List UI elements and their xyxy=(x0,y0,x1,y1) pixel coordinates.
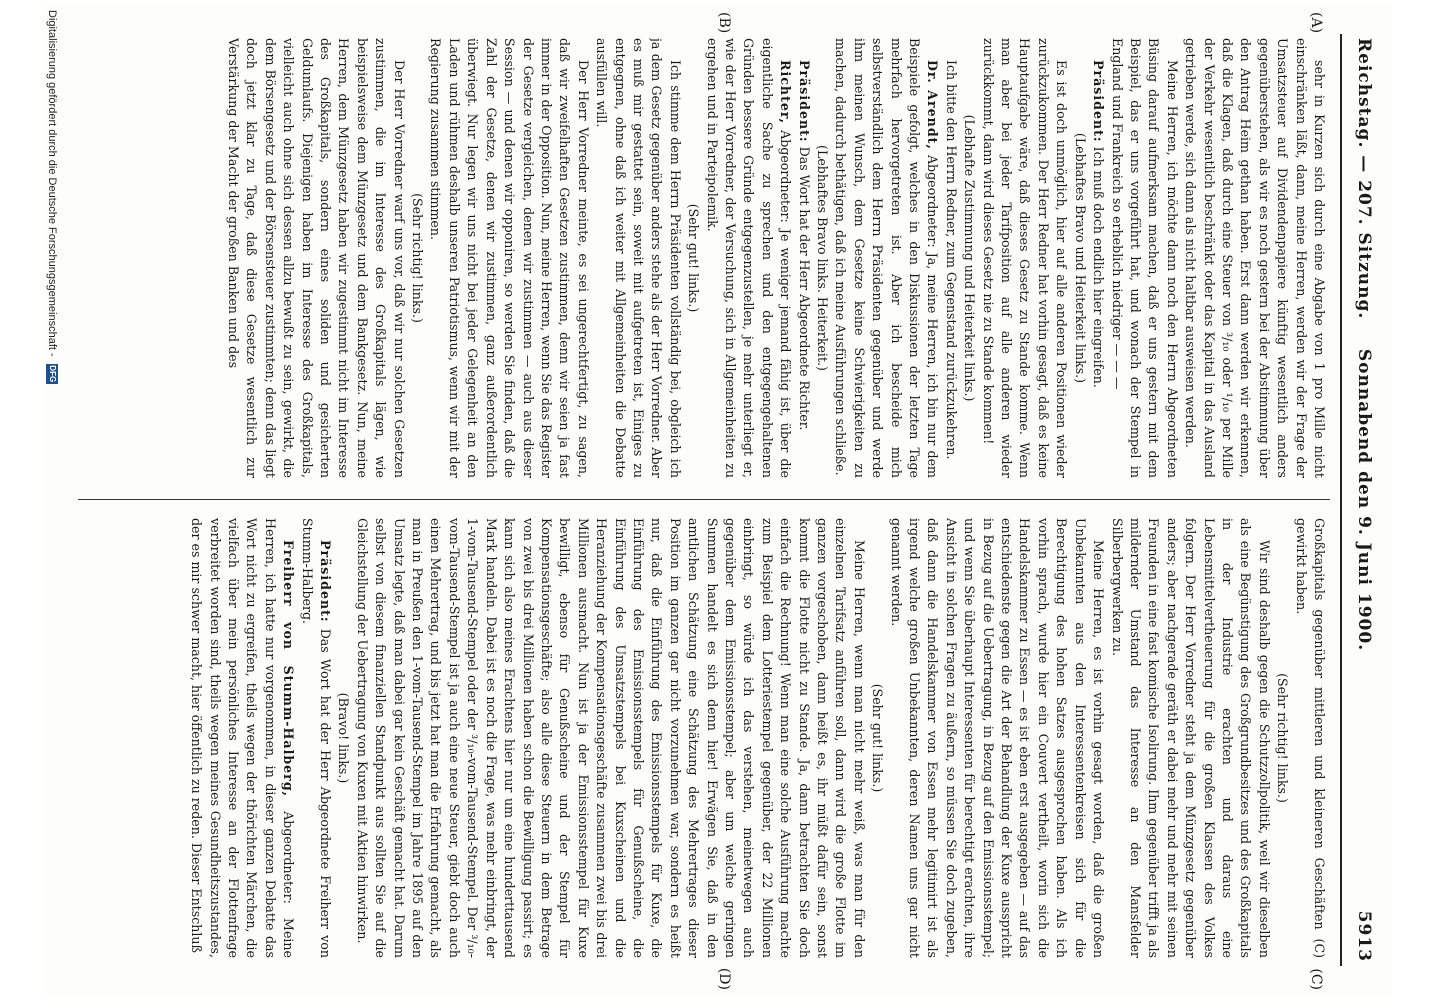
speech-text: Abgeordneter: Je weniger jemand fähig ist, über die eigentliche Sache zu sprechen und den entgegengehaltenen Gründen bessere Gründe entgegenzustellen, je mehr unterliegt er, wie der Herr Vorredner, der Versuchung, sich in Allgemeinheiten zu ergehen und in Parteipolemik. xyxy=(704,38,794,478)
body-paragraph: Der Herr Vorredner warf uns vor, daß wir nur solchen Gesetzen zustimmen, die im Interesse des Großkapitals lägen, wie beispielsweise dem Münzgesetz und dem Bankgesetz. Nun, meine Herren, dem Münzgesetz haben wir zugestimmt nicht im Interesse des Großkapitals, sondern eines soliden und gesicherten Geldumlaufs. Diejenigen haben im Interesse des Großkapitals, vielleicht auch ohne sich dessen allzu bewußt zu sein, gewirkt, die dem Börsengesetz und der Börsensteuer zustimmten; denn das liegt doch jetzt klar zu Tage, daß diese Gesetze wesentlich zur Verstärkung der Macht der großen Banken und des xyxy=(226,38,407,478)
body-paragraph: Ich stimme dem Herrn Präsidenten vollständig bei, obgleich ich ja dem Gesetz gegenüber anders stehe als der Herr Vorredner. Aber es muß mir gestattet sein, soweit mit aufgetreten ist, Einiges zu entgegnen, ohne daß ich weiter mit Allgemeinheiten die Debatte ausfüllen will. xyxy=(594,38,683,478)
interjection: (Sehr richtig! links.) xyxy=(1275,673,1291,803)
scanned-page xyxy=(42,4,1392,996)
speech-paragraph xyxy=(831,38,941,478)
body-paragraph: Meine Herren, ich möchte dann noch den Herrn Abgeordneten Büsing darauf aufmerksam machen, daß er uns gestern mit dem Beispiel, das er uns vorgeführt hat, und wonach der Stempel in England und Frankreich so erheblich niedriger — — — xyxy=(1109,38,1180,478)
header-date: Sonnabend den 9. Juni 1900. xyxy=(1354,348,1374,652)
speaker-name: Freiherr von Stumm-Halberg, xyxy=(281,540,297,798)
speech-paragraph xyxy=(297,518,334,958)
page-number: 5913 xyxy=(1354,910,1374,962)
interjection: (Lebhaftes Bravo links. Heiterkeit.) xyxy=(815,145,831,371)
speech-text: Ich muß doch endlich hier eingreifen. xyxy=(1091,146,1107,388)
interjection: (Bravo! links.) xyxy=(336,692,352,784)
body-paragraph: Großkapitals gegenüber mittleren und kleineren Geschäften (C) gewirkt haben. xyxy=(1293,518,1327,958)
speech-text: Abgeordneter: Ja, meine Herren, ich bin nur dem Beispiele gefolgt, welches in den Diskussionen der letzten Tage mehrfach hervorgetreten ist. Aber ich bescheide mich selbstverständlich dem Herrn Präsidenten gegenüber und werde ihm meinen Wunsch, dem Gesetze keine Schwierigkeiten zu machen, dadurch bethätigen, daß ich meine Ausführungen schließe. xyxy=(833,38,941,478)
speaker-name: Dr. Arendt, xyxy=(925,60,941,150)
interjection: (Sehr gut! links.) xyxy=(686,203,702,313)
speech-paragraph xyxy=(794,38,812,478)
speech-paragraph xyxy=(702,38,794,478)
body-paragraph: Der Herr Vorredner meinte, es sei ungerechtfertigt, zu sagen, daß wir zweifelhaften Gesetzen zustimmen, denn wir seien ja fast immer in der Opposition. Nun, meine Herren, wenn Sie das Register der Gesetze vergleichen, denen wir zustimmen — auch aus dieser Session — und denen wir opponiren, so werden Sie finden, daß die Zahl der Gesetze, denen wir zustimmen, ganz außerordentlich überwiegt. Nur legen wir uns nicht bei jeder Gelegenheit an den Laden und rühmen deshalb unseren Patriotismus, wenn wir mit der Regierung zusammen stimmen. xyxy=(428,38,591,478)
speaker-name: Präsident: xyxy=(1091,60,1107,143)
dfg-logo: DFG xyxy=(48,365,57,383)
body-paragraph: Wir sind deshalb gegen die Schutzzollpolitik, weil wir dieselben als eine Begünstigung des Großgrundbesitzes und des Großkapitals in der Industrie erachten und daraus eine Lebensmittelvertheuerung für die großen Klassen des Volkes folgern. Der Herr Vorredner steht ja dem Münzgesetz gegenüber anders; aber nachgerade geräth er dabei mehr und mehr mit seinen Freunden in eine fast komische Isolirung. Ihm gegenüber trifft ja als mildernder Umstand das Interesse an den Mansfelder Silberbergwerken zu. xyxy=(1109,518,1272,958)
margin-marker-d: (D) xyxy=(716,967,732,990)
page-header xyxy=(1348,38,1374,962)
text-column-left xyxy=(72,38,1328,478)
interjection: (Lebhafte Zustimmung und Heiterkeit links.) xyxy=(962,114,978,402)
interjection: (Sehr gut! links.) xyxy=(870,683,886,793)
body-paragraph: Es ist doch unmöglich, hier auf alle anderen Positionen wieder zurückzukommen. Der Herr Redner hat vorhin gesagt, daß es keine Hauptaufgabe wäre, daß dieses Gesetz zu Stande komme. Wenn man aber bei jeder Tarifposition auf alle anderen wieder zurückkommt, dann wird dieses Gesetz nie zu Stande kommen! xyxy=(980,38,1070,478)
interjection: (Lebhaftes Bravo und Heiterkeit links.) xyxy=(1072,132,1088,384)
margin-marker-c: (C) xyxy=(1308,968,1324,990)
column-divider xyxy=(78,499,1330,500)
speech-text: Abgeordneter: Meine Herren, ich hatte nur vorgenommen, in dieser ganzen Debatte das Wort nicht zu ergreifen, theils wegen der thörichten Märchen, die vielfach über mein persönliches Interesse an der Flottenfrage verbreitet worden sind, theils wegen meines Gesundheitszustandes, der es mir schwer macht, hier öffentlich zu reden. Dieser Entschluß xyxy=(189,518,297,958)
header-left: Reichstag. — 207. Sitzung. xyxy=(1354,38,1374,320)
speech-text: Das Wort hat der Herr Abgeordnete Freiherr von Stumm-Halberg. xyxy=(299,518,334,958)
body-paragraph: Ich bitte den Herrn Redner, zum Gegenstand zurückzukehren. xyxy=(943,60,959,460)
speech-text: Das Wort hat der Herr Abgeordnete Richter. xyxy=(796,146,812,431)
body-paragraph: Meine Herren, wenn man nicht mehr weiß, was man für den einzelnen Tarifsatz anführen soll, dann wird die große Flotte im ganzen vorgeschoben, dann heißt es, ihr müßt dafür sein, sonst kommt die Flotte nicht zu Stande. Ja, dann betrachten Sie doch einfach die Rechnung! Wenn man eine solche Ausführung machte zum Beispiel dem Lotteriestempel gegenüber, der 22 Millionen einbringt, so würde ich das verstehen, meinetwegen auch gegenüber dem Emissionsstempel; aber um welche geringen Summen handelt es sich denn hier! Erwägen Sie, daß in den amtlichen Schätzung eine Schätzung des Mehrertrages dieser Position im ganzen gar nicht vorzunehmen war, sondern es heißt nur, daß die Einführung des Emissionsstempels für Kuxe, die Einführung des Emissionsstempels für Genußscheine, die Einführung des Umsatzstempels bei Kuxscheinen und die Heranziehung der Kompensationsgeschäfte zusammen zwei bis drei Millionen ausmacht. Nun ist ja der Emissionsstempel für Kuxe bewilligt, ebenso für Genußscheine und der Stempel für Kompensationsgeschäfte; also alle diese Steuern in dem Betrage von zwei bis drei Millionen haben schon die Bewilligung passirt; es kann sich also meines Erachtens hier nur um eine hunderttausend Mark handeln. Dabei ist es noch die Frage, was mehr einbringt, der 1-vom-Tausend-Stempel oder der ³/₁₀-vom-Tausend-Stempel. Der ³/₁₀-vom-Tausend-Stempel ist ja auch eine neue Steuer, giebt doch auch einen Mehrertrag, und bis jetzt hat man die Erfahrung gemacht, als man in Preußen den 1-vom-Tausend-Stempel im Jahre 1895 auf den Umsatz legte, daß man dabei gar kein Geschäft gemacht hat. Darum selbst von diesem finanziellen Standpunkt aus sollten Sie auf die Gleichstellung der Uebertragung von Kuxen mit Aktien hinwirken. xyxy=(354,518,867,958)
body-paragraph: Meine Herren, es ist vorhin gesagt worden, daß die großen Unbekannten aus den Interessentenkreisen sich für die Berechtigung des hohen Satzes ausgesprochen haben. Als ich vorhin sprach, wurde hier ein Couvert vertheilt, worin sich die Handelskammer zu Essen — es ist eben erst ausgegeben — auf das entschiedenste gegen die Art der Behandlung der Kuxe ausspricht in Bezug auf die Uebertragung, in Bezug auf den Emissionsstempel; und wenn Sie überhaupt Interessenten für berechtigt erachten, ihre Ansicht in solchen Fragen zu äußern, so müssen Sie doch zugeben, daß dann die Handelskammer von Essen mehr legitimirt ist als irgend welche großen Unbekannten, deren Namen uns gar nicht genannt werden. xyxy=(888,518,1107,958)
margin-marker-b: (B) xyxy=(716,12,732,34)
text-column-right xyxy=(72,518,1328,958)
header-rule xyxy=(1340,34,1342,966)
speaker-name: Präsident: xyxy=(318,540,334,623)
speaker-name: Präsident: xyxy=(796,60,812,143)
speaker-name: Richter, xyxy=(778,60,794,125)
margin-marker-a: (A) xyxy=(1308,12,1324,34)
speech-paragraph xyxy=(187,518,297,958)
credit-text: Digitalisierung gefördert durch die Deutsche Forschungsgemeinschaft - xyxy=(46,10,59,357)
speech-paragraph xyxy=(1089,38,1107,478)
interjection: (Sehr richtig! links.) xyxy=(410,193,426,323)
digitization-credit xyxy=(46,4,58,1002)
body-paragraph: sehr in Kurzen sich durch eine Abgabe von 1 pro Mille nicht einschränken läßt, dann, meine Herren, werden wir der Frage der Umsatzsteuer auf Dividendenpapiere künftig wesentlich anders gegenüberstehen, als wir es noch gestern bei der Abstimmung über den Antrag Heim gethan haben. Erst dann werden wir erkennen, daß die Klagen, daß durch eine Steuer von ³/₁₀ oder ¹/₁₀ per Mille der Verkehr wesentlich beschränkt oder das Kapital in das Ausland getrieben werde, sich dann als nicht haltbar ausweisen werden. xyxy=(1183,38,1327,478)
